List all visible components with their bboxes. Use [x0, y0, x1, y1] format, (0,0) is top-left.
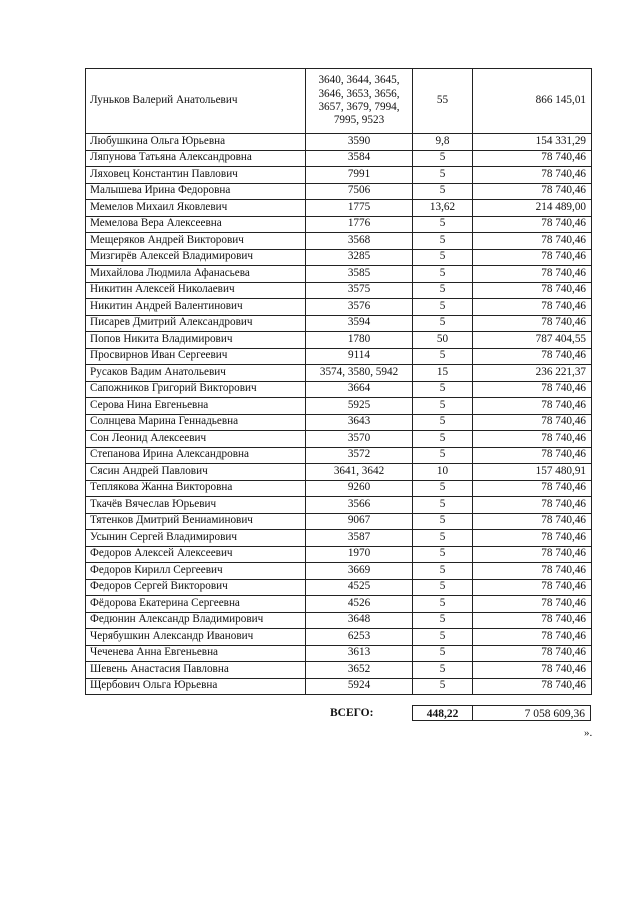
share-cell: 5: [413, 662, 473, 679]
plot-numbers-cell: 4525: [306, 579, 413, 596]
share-cell: 5: [413, 315, 473, 332]
table-row: [86, 249, 592, 266]
plot-numbers-cell: 3572: [306, 447, 413, 464]
amount-cell: 78 740,46: [473, 662, 592, 679]
table-row: [86, 546, 592, 563]
table-row: [86, 480, 592, 497]
table-row: [86, 414, 592, 431]
plot-numbers-cell: 3613: [306, 645, 413, 662]
table-row: [86, 662, 592, 679]
share-cell: 5: [413, 579, 473, 596]
plot-numbers-cell: 3641, 3642: [306, 464, 413, 481]
plot-numbers-cell: 5924: [306, 678, 413, 695]
plot-numbers-cell: 4526: [306, 596, 413, 613]
person-name-cell: Малышева Ирина Федоровна: [86, 183, 306, 200]
plot-numbers-cell: 3652: [306, 662, 413, 679]
table-row: [86, 200, 592, 217]
amount-cell: 78 740,46: [473, 629, 592, 646]
share-cell: 5: [413, 381, 473, 398]
plot-numbers-cell: 6253: [306, 629, 413, 646]
plot-numbers-cell: 3669: [306, 563, 413, 580]
amount-cell: 866 145,01: [473, 69, 592, 134]
table-row: [86, 431, 592, 448]
plot-numbers-cell: 1776: [306, 216, 413, 233]
share-cell: 5: [413, 233, 473, 250]
plot-numbers-cell: 3585: [306, 266, 413, 283]
person-name-cell: Мещеряков Андрей Викторович: [86, 233, 306, 250]
plot-numbers-cell: 3594: [306, 315, 413, 332]
amount-cell: 78 740,46: [473, 381, 592, 398]
plot-numbers-cell: 1970: [306, 546, 413, 563]
share-cell: 5: [413, 612, 473, 629]
plot-numbers-cell: 7991: [306, 167, 413, 184]
share-cell: 5: [413, 447, 473, 464]
amount-cell: 78 740,46: [473, 431, 592, 448]
person-name-cell: Любушкина Ольга Юрьевна: [86, 134, 306, 151]
payment-table: [85, 68, 592, 695]
person-name-cell: Мемелов Михаил Яковлевич: [86, 200, 306, 217]
amount-cell: 78 740,46: [473, 447, 592, 464]
table-row: [86, 447, 592, 464]
plot-numbers-cell: 3570: [306, 431, 413, 448]
share-cell: 5: [413, 249, 473, 266]
table-row: [86, 332, 592, 349]
plot-numbers-cell: 3648: [306, 612, 413, 629]
amount-cell: 78 740,46: [473, 546, 592, 563]
person-name-cell: Федоров Сергей Викторович: [86, 579, 306, 596]
total-share-cell: 448,22: [412, 705, 473, 721]
person-name-cell: Теплякова Жанна Викторовна: [86, 480, 306, 497]
person-name-cell: Степанова Ирина Александровна: [86, 447, 306, 464]
share-cell: 5: [413, 596, 473, 613]
amount-cell: 78 740,46: [473, 678, 592, 695]
amount-cell: 157 480,91: [473, 464, 592, 481]
person-name-cell: Михайлова Людмила Афанасьева: [86, 266, 306, 283]
plot-numbers-cell: 5925: [306, 398, 413, 415]
person-name-cell: Русаков Вадим Анатольевич: [86, 365, 306, 382]
plot-numbers-cell: 3285: [306, 249, 413, 266]
share-cell: 5: [413, 563, 473, 580]
person-name-cell: Попов Никита Владимирович: [86, 332, 306, 349]
table-row: [86, 645, 592, 662]
share-cell: 15: [413, 365, 473, 382]
table-row: [86, 150, 592, 167]
share-cell: 5: [413, 167, 473, 184]
plot-numbers-cell: 7506: [306, 183, 413, 200]
table-row: [86, 216, 592, 233]
share-cell: 50: [413, 332, 473, 349]
person-name-cell: Федюнин Александр Владимирович: [86, 612, 306, 629]
plot-numbers-cell: 3587: [306, 530, 413, 547]
person-name-cell: Фёдорова Екатерина Сергеевна: [86, 596, 306, 613]
plot-numbers-cell: 3568: [306, 233, 413, 250]
plot-numbers-cell: 3575: [306, 282, 413, 299]
table-row: [86, 365, 592, 382]
amount-cell: 787 404,55: [473, 332, 592, 349]
share-cell: 55: [413, 69, 473, 134]
table-row: [86, 282, 592, 299]
share-cell: 5: [413, 348, 473, 365]
person-name-cell: Просвирнов Иван Сергеевич: [86, 348, 306, 365]
person-name-cell: Шевень Анастасия Павловна: [86, 662, 306, 679]
person-name-cell: Луньков Валерий Анатольевич: [86, 69, 306, 134]
person-name-cell: Никитин Андрей Валентинович: [86, 299, 306, 316]
share-cell: 5: [413, 497, 473, 514]
person-name-cell: Усынин Сергей Владимирович: [86, 530, 306, 547]
person-name-cell: Щербович Ольга Юрьевна: [86, 678, 306, 695]
share-cell: 5: [413, 216, 473, 233]
share-cell: 5: [413, 513, 473, 530]
table-row: [86, 233, 592, 250]
amount-cell: 78 740,46: [473, 348, 592, 365]
person-name-cell: Сон Леонид Алексеевич: [86, 431, 306, 448]
share-cell: 9,8: [413, 134, 473, 151]
person-name-cell: Федоров Алексей Алексеевич: [86, 546, 306, 563]
amount-cell: 78 740,46: [473, 150, 592, 167]
amount-cell: 78 740,46: [473, 233, 592, 250]
table-row: [86, 167, 592, 184]
share-cell: 5: [413, 282, 473, 299]
share-cell: 5: [413, 431, 473, 448]
table-row: [86, 563, 592, 580]
table-row: [86, 266, 592, 283]
share-cell: 5: [413, 480, 473, 497]
amount-cell: 78 740,46: [473, 167, 592, 184]
amount-cell: 154 331,29: [473, 134, 592, 151]
table-row: [86, 398, 592, 415]
plot-numbers-cell: 9114: [306, 348, 413, 365]
table-row: [86, 629, 592, 646]
share-cell: 5: [413, 629, 473, 646]
plot-numbers-cell: 9067: [306, 513, 413, 530]
person-name-cell: Серова Нина Евгеньевна: [86, 398, 306, 415]
amount-cell: 78 740,46: [473, 513, 592, 530]
amount-cell: 78 740,46: [473, 563, 592, 580]
person-name-cell: Сясин Андрей Павлович: [86, 464, 306, 481]
plot-numbers-cell: 3643: [306, 414, 413, 431]
amount-cell: 78 740,46: [473, 183, 592, 200]
table-row: [86, 579, 592, 596]
amount-cell: 78 740,46: [473, 579, 592, 596]
total-label: ВСЕГО:: [330, 707, 374, 719]
closing-quote-mark: ».: [584, 727, 593, 739]
table-row: [86, 464, 592, 481]
share-cell: 5: [413, 299, 473, 316]
table-row: [86, 612, 592, 629]
table-row: [86, 381, 592, 398]
amount-cell: 78 740,46: [473, 414, 592, 431]
plot-numbers-cell: 9260: [306, 480, 413, 497]
person-name-cell: Ткачёв Вячеслав Юрьевич: [86, 497, 306, 514]
share-cell: 5: [413, 414, 473, 431]
table-row: [86, 69, 592, 134]
share-cell: 5: [413, 183, 473, 200]
table-row: [86, 497, 592, 514]
person-name-cell: Мизгирёв Алексей Владимирович: [86, 249, 306, 266]
plot-numbers-cell: 1780: [306, 332, 413, 349]
amount-cell: 78 740,46: [473, 596, 592, 613]
share-cell: 5: [413, 546, 473, 563]
plot-numbers-cell: 3590: [306, 134, 413, 151]
amount-cell: 78 740,46: [473, 398, 592, 415]
payment-table-body: [86, 69, 592, 695]
share-cell: 13,62: [413, 200, 473, 217]
share-cell: 5: [413, 398, 473, 415]
plot-numbers-cell: 3576: [306, 299, 413, 316]
amount-cell: 78 740,46: [473, 612, 592, 629]
amount-cell: 78 740,46: [473, 266, 592, 283]
person-name-cell: Писарев Дмитрий Александрович: [86, 315, 306, 332]
plot-numbers-cell: 1775: [306, 200, 413, 217]
table-row: [86, 530, 592, 547]
person-name-cell: Ляховец Константин Павлович: [86, 167, 306, 184]
table-row: [86, 315, 592, 332]
person-name-cell: Никитин Алексей Николаевич: [86, 282, 306, 299]
share-cell: 5: [413, 150, 473, 167]
person-name-cell: Чеченева Анна Евгеньевна: [86, 645, 306, 662]
person-name-cell: Сапожников Григорий Викторович: [86, 381, 306, 398]
person-name-cell: Мемелова Вера Алексеевна: [86, 216, 306, 233]
amount-cell: 78 740,46: [473, 282, 592, 299]
person-name-cell: Федоров Кирилл Сергеевич: [86, 563, 306, 580]
person-name-cell: Черябушкин Александр Иванович: [86, 629, 306, 646]
person-name-cell: Ляпунова Татьяна Александровна: [86, 150, 306, 167]
table-row: [86, 596, 592, 613]
person-name-cell: Солнцева Марина Геннадьевна: [86, 414, 306, 431]
amount-cell: 78 740,46: [473, 249, 592, 266]
plot-numbers-cell: 3640, 3644, 3645, 3646, 3653, 3656, 3657, 3679, 7994, 7995, 9523: [306, 69, 413, 134]
total-amount-cell: 7 058 609,36: [472, 705, 591, 721]
table-row: [86, 348, 592, 365]
share-cell: 5: [413, 678, 473, 695]
plot-numbers-cell: 3664: [306, 381, 413, 398]
amount-cell: 78 740,46: [473, 645, 592, 662]
share-cell: 5: [413, 645, 473, 662]
amount-cell: 78 740,46: [473, 216, 592, 233]
amount-cell: 78 740,46: [473, 530, 592, 547]
table-row: [86, 134, 592, 151]
amount-cell: 214 489,00: [473, 200, 592, 217]
plot-numbers-cell: 3584: [306, 150, 413, 167]
person-name-cell: Тятенков Дмитрий Вениаминович: [86, 513, 306, 530]
share-cell: 5: [413, 530, 473, 547]
plot-numbers-cell: 3566: [306, 497, 413, 514]
plot-numbers-cell: 3574, 3580, 5942: [306, 365, 413, 382]
amount-cell: 78 740,46: [473, 299, 592, 316]
share-cell: 5: [413, 266, 473, 283]
share-cell: 10: [413, 464, 473, 481]
table-row: [86, 513, 592, 530]
table-row: [86, 183, 592, 200]
table-row: [86, 678, 592, 695]
amount-cell: 78 740,46: [473, 480, 592, 497]
amount-cell: 78 740,46: [473, 315, 592, 332]
table-row: [86, 299, 592, 316]
amount-cell: 78 740,46: [473, 497, 592, 514]
amount-cell: 236 221,37: [473, 365, 592, 382]
